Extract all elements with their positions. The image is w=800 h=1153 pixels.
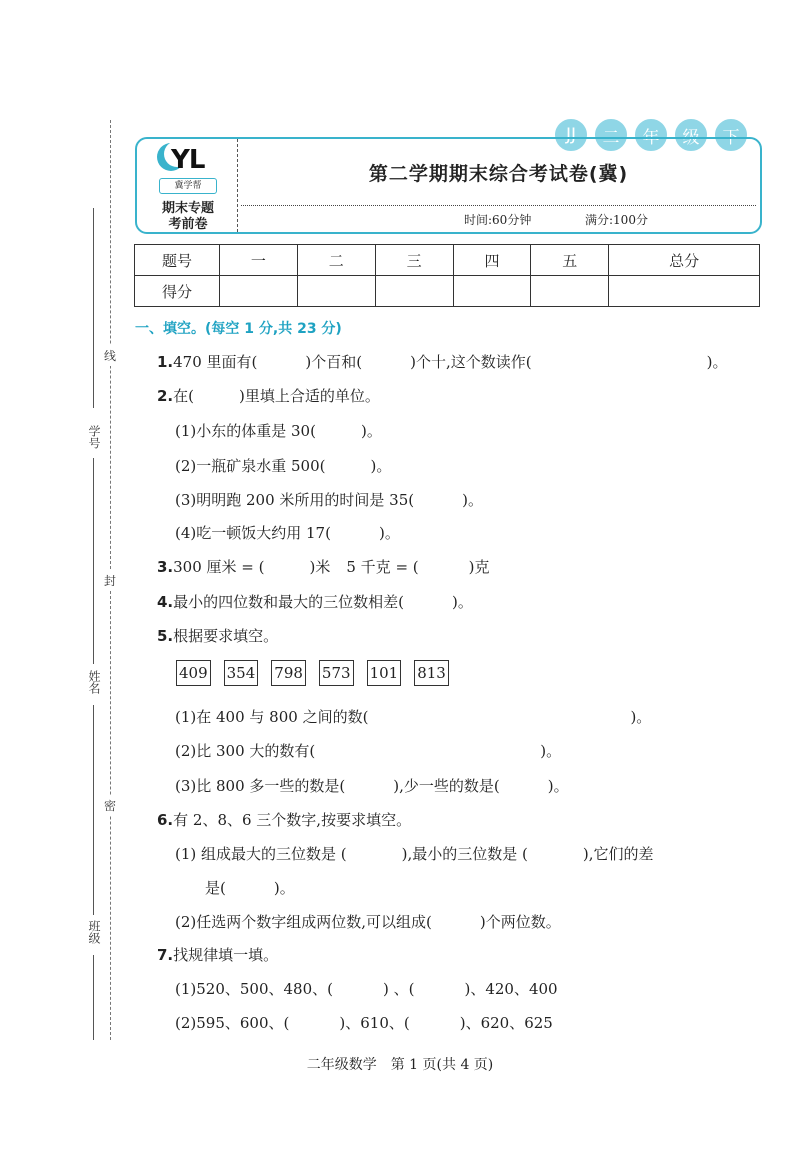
question-text: (2)一瓶矿泉水重 500( [175, 457, 326, 475]
question-2-4 [175, 522, 400, 543]
question-text: 有 2、8、6 三个数字,按要求填空。 [173, 811, 412, 829]
section-title: 一、填空。(每空 1 分,共 23 分) [135, 321, 342, 337]
number-card: 354 [224, 660, 259, 686]
question-text: )。 [630, 708, 652, 726]
question-text: (2)比 300 大的数有( [175, 742, 316, 760]
question-text: )个百和( [305, 353, 363, 371]
question-2 [157, 385, 380, 406]
question-6-2 [175, 911, 561, 932]
number-cards [176, 660, 449, 686]
question-text: (1)520、500、480、( [175, 980, 333, 998]
question-text: 470 里面有( [173, 353, 258, 371]
score-field[interactable] [531, 276, 609, 307]
question-text: (3)比 800 多一些的数是( [175, 777, 346, 795]
question-6-1-cont [205, 877, 295, 898]
grade-badge-year: 年 [633, 117, 669, 153]
logo-text: YL [171, 145, 205, 175]
table-cell: 二 [297, 245, 375, 276]
question-4 [157, 591, 473, 612]
question-text: (1) 组成最大的三位数是 ( [175, 845, 347, 863]
question-7 [157, 944, 278, 965]
number-card: 409 [176, 660, 211, 686]
question-text: )。 [706, 353, 728, 371]
question-text: )。 [540, 742, 562, 760]
question-text: (2)任选两个数字组成两位数,可以组成( [175, 913, 432, 931]
question-3 [157, 556, 490, 577]
question-7-2 [175, 1012, 553, 1033]
question-text: 300 厘米 = ( [173, 558, 265, 576]
score-field[interactable] [375, 276, 453, 307]
binding-line-mid1 [93, 458, 94, 664]
question-text: (3)明明跑 200 米所用的时间是 35( [175, 491, 415, 509]
table-cell: 五 [531, 245, 609, 276]
grade-badge-two: 二 [593, 117, 629, 153]
question-6 [157, 809, 411, 830]
score-field[interactable] [297, 276, 375, 307]
exam-time: 时间:60分钟 [464, 213, 532, 227]
question-text: ),少一些的数是( [393, 777, 500, 795]
question-text: ),它们的差 [582, 845, 654, 863]
question-text: )、420、400 [464, 980, 558, 998]
question-text: ) 、( [383, 980, 415, 998]
question-text: (2)595、600、( [175, 1014, 290, 1032]
student-id-label: 学号 [87, 425, 101, 449]
question-5-3 [175, 775, 569, 796]
question-text: 最小的四位数和最大的三位数相差( [173, 593, 404, 611]
question-text: )。 [462, 491, 483, 509]
score-field[interactable] [609, 276, 760, 307]
question-text: )。 [452, 593, 473, 611]
question-text: )、620、625 [459, 1014, 553, 1032]
question-text: 是( [205, 879, 226, 897]
question-text: 根据要求填空。 [173, 627, 279, 645]
question-text: )、610、( [339, 1014, 410, 1032]
question-number: 6. [157, 811, 174, 829]
question-number: 2. [157, 387, 174, 405]
table-cell: 总分 [609, 245, 760, 276]
page-footer: 二年级数学 第 1 页(共 4 页) [306, 1057, 494, 1073]
question-7-1 [175, 978, 558, 999]
question-number: 3. [157, 558, 174, 576]
binding-line-top [93, 208, 94, 408]
score-table [134, 244, 760, 307]
number-card: 813 [414, 660, 449, 686]
question-number: 1. [157, 353, 174, 371]
question-text: (1)在 400 与 800 之间的数( [175, 708, 369, 726]
question-text: 找规律填一填。 [173, 946, 279, 964]
question-text: )个两位数。 [479, 913, 561, 931]
table-cell: 题号 [135, 245, 220, 276]
question-text: (4)吃一顿饭大约用 17( [175, 524, 331, 542]
question-text: )。 [360, 422, 382, 440]
logo-subtitle-2: 考前卷 [168, 217, 208, 232]
question-text: )里填上合适的单位。 [239, 387, 380, 405]
seal-char-seal: 封 [104, 570, 116, 591]
score-field[interactable] [453, 276, 531, 307]
question-number: 4. [157, 593, 174, 611]
number-card: 101 [367, 660, 402, 686]
number-card: 573 [319, 660, 354, 686]
seal-char-line: 线 [104, 345, 116, 366]
logo-badge: 冀学帮 [159, 178, 217, 194]
question-2-2 [175, 455, 391, 476]
score-field[interactable] [220, 276, 298, 307]
number-card: 798 [271, 660, 306, 686]
question-text: 5 千克 = ( [346, 558, 419, 576]
grade-badge-lower: 下 [713, 117, 749, 153]
question-text: )。 [370, 457, 392, 475]
table-cell: 四 [453, 245, 531, 276]
question-text: )。 [547, 777, 569, 795]
exam-full-score: 满分:100分 [585, 213, 648, 227]
question-5-2 [175, 740, 561, 761]
table-cell: 得分 [135, 276, 220, 307]
question-text: )个十,这个数读作( [410, 353, 532, 371]
question-2-1 [175, 420, 382, 441]
class-label: 班级 [87, 920, 101, 944]
title-divider [241, 205, 756, 206]
question-text: )克 [468, 558, 490, 576]
seal-char-secret: 密 [104, 795, 116, 816]
question-1 [157, 351, 727, 372]
question-number: 7. [157, 946, 174, 964]
question-number: 5. [157, 627, 174, 645]
question-5 [157, 625, 278, 646]
exam-header [135, 137, 762, 234]
question-text: 在( [173, 387, 194, 405]
publisher-logo [137, 139, 238, 232]
name-label: 姓名 [87, 670, 101, 694]
question-text: (1)小东的体重是 30( [175, 422, 316, 440]
logo-subtitle-1: 期末专题 [161, 201, 214, 216]
question-text: )米 [309, 558, 331, 576]
binding-line-mid2 [93, 705, 94, 915]
question-6-1 [175, 843, 654, 864]
grade-badge-level: 级 [673, 117, 709, 153]
exam-title: 第二学期期末综合考试卷(冀) [368, 163, 629, 185]
table-cell: 一 [220, 245, 298, 276]
table-row [135, 245, 760, 276]
question-text: )。 [273, 879, 295, 897]
question-2-3 [175, 489, 483, 510]
table-cell: 三 [375, 245, 453, 276]
question-text: )。 [378, 524, 400, 542]
question-5-1 [175, 706, 651, 727]
binding-line-bottom [93, 955, 94, 1040]
grade-badge-jj: JJ [553, 117, 589, 153]
table-row [135, 276, 760, 307]
question-text: ),最小的三位数是 ( [401, 845, 528, 863]
